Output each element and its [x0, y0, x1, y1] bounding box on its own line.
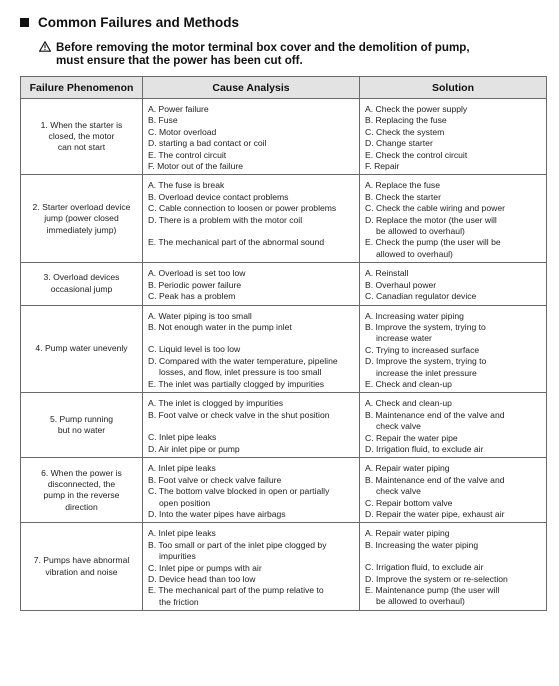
solution-line: A. Check the power supply	[365, 104, 468, 114]
cause-line: B. Foot valve or check valve failure	[148, 474, 282, 485]
solution-line: E. Check the pump (the user will be	[365, 237, 501, 248]
solution-line: C. Trying to increased surface	[365, 344, 480, 355]
table-row	[21, 458, 547, 523]
failure-phenomenon-cell	[21, 175, 143, 263]
solution-line: E. Check and clean-up	[365, 378, 452, 389]
solution-line: check valve	[376, 421, 421, 432]
solution-cell	[360, 523, 547, 611]
solution-line: C. Check the cable wiring and power	[365, 203, 505, 214]
table-row	[21, 175, 547, 263]
solution-line: allowed to overhaul)	[376, 248, 453, 259]
warning-notice	[42, 41, 542, 67]
solution-line: A. Repair water piping	[365, 528, 450, 539]
cause-line: B. Not enough water in the pump inlet	[148, 321, 292, 332]
cause-line: C. Liquid level is too low	[148, 344, 241, 355]
cause-line: C. Peak has a problem	[148, 291, 236, 302]
solution-line: A. Reinstall	[365, 268, 409, 279]
cause-line: D. Compared with the water temperature, pipeline	[148, 355, 338, 366]
solution-line: B. Replacing the fuse	[365, 115, 447, 126]
failure-phenomenon-cell	[21, 305, 143, 393]
cause-line: E. The mechanical part of the pump relative to	[148, 585, 324, 596]
phenomenon-line: 1. When the starter is	[40, 119, 123, 130]
phenomenon-line: closed, the motor	[48, 131, 115, 142]
cause-line: C. The bottom valve blocked in open or partially	[148, 486, 330, 497]
cause-line: F. Motor out of the failure	[148, 161, 244, 172]
phenomenon-line: direction	[65, 501, 98, 512]
cause-line: C. Cable connection to loosen or power problems	[148, 203, 337, 214]
cause-line: E. The control circuit	[148, 149, 227, 160]
solution-line: increase water	[376, 333, 432, 344]
blank-line	[148, 421, 356, 432]
cause-analysis-cell	[143, 393, 360, 458]
phenomenon-line: disconnected, the	[47, 478, 116, 489]
phenomenon-line: 3. Overload devices	[43, 272, 120, 283]
cause-line: D. Air inlet pipe or pump	[148, 443, 240, 454]
cause-line: A. The inlet is clogged by impurities	[148, 398, 284, 409]
cause-line: E. The inlet was partially clogged by impurities	[148, 378, 325, 389]
cause-line: the friction	[159, 596, 199, 607]
table-row	[21, 523, 547, 611]
solution-line: B. Maintenance end of the valve and	[365, 474, 505, 485]
solution-line: D. Repair the water pipe, exhaust air	[365, 509, 505, 519]
cause-line: B. Foot valve or check valve in the shut position	[148, 409, 330, 420]
failure-phenomenon-cell	[21, 523, 143, 611]
cause-analysis-cell	[143, 99, 360, 175]
failure-phenomenon-cell	[21, 393, 143, 458]
solution-line: C. Check the system	[365, 126, 445, 137]
cause-analysis-cell	[143, 175, 360, 263]
cause-line: E. The mechanical part of the abnormal sound	[148, 237, 325, 248]
table-row	[21, 393, 547, 458]
solution-line: C. Repair the water pipe	[365, 432, 458, 443]
solution-line: E. Check the control circuit	[365, 149, 468, 160]
solution-line: be allowed to overhaul)	[376, 226, 465, 237]
solution-line: C. Repair bottom valve	[365, 497, 453, 508]
cause-line: A. Water piping is too small	[148, 310, 252, 321]
cause-line: B. Too small or part of the inlet pipe clogged by	[148, 539, 327, 550]
cause-line: B. Overload device contact problems	[148, 191, 289, 202]
cause-line: impurities	[159, 551, 196, 562]
table-row	[21, 99, 547, 175]
solution-line: be allowed to overhaul)	[376, 596, 465, 607]
table-header-row	[21, 77, 547, 99]
failure-phenomenon-cell	[21, 458, 143, 523]
phenomenon-line: 2. Starter overload device	[32, 201, 131, 212]
cause-analysis-cell	[143, 305, 360, 393]
failure-phenomenon-cell	[21, 99, 143, 175]
solution-line: A. Repair water piping	[365, 463, 450, 474]
solution-line: B. Improve the system, trying to	[365, 321, 486, 332]
solution-line: D. Irrigation fluid, to exclude air	[365, 443, 484, 454]
cause-line: losses, and flow, inlet pressure is too small	[159, 367, 322, 378]
solution-line: A. Increasing water piping	[365, 310, 464, 321]
phenomenon-line: jump (power closed	[44, 213, 119, 224]
cause-line: A. Power failure	[148, 104, 209, 114]
cause-line: B. Periodic power failure	[148, 279, 242, 290]
section-title	[20, 15, 239, 30]
cause-line: D. starting a bad contact or coil	[148, 138, 267, 149]
solution-line: A. Check and clean-up	[365, 398, 452, 409]
solution-line: increase the inlet pressure	[376, 367, 477, 378]
cause-line: D. Into the water pipes have airbags	[148, 509, 286, 519]
cause-analysis-cell	[143, 523, 360, 611]
phenomenon-line: immediately jump)	[46, 224, 117, 235]
cause-line: A. The fuse is break	[148, 180, 225, 191]
solution-line: C. Canadian regulator device	[365, 291, 477, 302]
solution-line: B. Increasing the water piping	[365, 539, 479, 550]
header-failure-phenomenon: Failure Phenomenon	[21, 77, 143, 99]
solution-cell	[360, 393, 547, 458]
cause-line: C. Inlet pipe or pumps with air	[148, 562, 262, 573]
phenomenon-line: pump in the reverse	[43, 490, 120, 501]
solution-line: B. Maintenance end of the valve and	[365, 409, 505, 420]
table-row	[21, 305, 547, 393]
header-cause-analysis: Cause Analysis	[143, 77, 360, 99]
cause-line: A. Overload is set too low	[148, 268, 246, 279]
solution-line: D. Change starter	[365, 138, 433, 149]
blank-line	[148, 226, 356, 237]
table-row	[21, 263, 547, 305]
phenomenon-line: but no water	[57, 425, 106, 436]
cause-line: open position	[159, 497, 211, 508]
cause-line: B. Fuse	[148, 115, 178, 126]
phenomenon-line: 5. Pump running	[49, 413, 114, 424]
phenomenon-line: occasional jump	[50, 283, 113, 294]
phenomenon-line: vibration and noise	[45, 566, 118, 577]
cause-line: A. Inlet pipe leaks	[148, 463, 216, 474]
solution-line: check valve	[376, 486, 421, 497]
cause-analysis-cell	[143, 263, 360, 305]
solution-cell	[360, 305, 547, 393]
solution-cell	[360, 458, 547, 523]
cause-line: C. Motor overload	[148, 126, 217, 137]
solution-line: D. Improve the system, trying to	[365, 356, 487, 367]
solution-cell	[360, 175, 547, 263]
failures-table	[20, 76, 547, 611]
header-solution: Solution	[360, 77, 547, 99]
solution-line: A. Replace the fuse	[365, 180, 441, 191]
phenomenon-line: 4. Pump water unevenly	[35, 343, 128, 354]
blank-line	[148, 333, 356, 344]
cause-line: A. Inlet pipe leaks	[148, 528, 216, 539]
failure-phenomenon-cell	[21, 263, 143, 305]
section-title-text: Common Failures and Methods	[38, 15, 240, 30]
phenomenon-line: 6. When the power is	[41, 467, 122, 478]
blank-line	[365, 551, 543, 562]
solution-cell	[360, 263, 547, 305]
cause-analysis-cell	[143, 458, 360, 523]
solution-cell	[360, 99, 547, 175]
solution-line: F. Repair	[365, 161, 400, 172]
cause-line: D. There is a problem with the motor coil	[148, 214, 303, 225]
solution-line: C. Irrigation fluid, to exclude air	[365, 562, 484, 573]
cause-line: D. Device head than too low	[148, 574, 256, 585]
solution-line: E. Maintenance pump (the user will	[365, 585, 500, 596]
solution-line: D. Replace the motor (the user will	[365, 214, 497, 225]
square-bullet-icon	[20, 18, 29, 27]
solution-line: B. Overhaul power	[365, 279, 437, 290]
solution-line: B. Check the starter	[365, 191, 441, 202]
phenomenon-line: can not start	[57, 142, 106, 153]
phenomenon-line: 7. Pumps have abnormal	[33, 555, 130, 566]
warning-icon	[39, 41, 51, 52]
warning-line-1: Before removing the motor terminal box cover and the demolition of pump,	[56, 41, 470, 54]
cause-line: C. Inlet pipe leaks	[148, 432, 217, 443]
warning-line-2: must ensure that the power has been cut off.	[56, 54, 303, 67]
solution-line: D. Improve the system or re-selection	[365, 573, 508, 584]
